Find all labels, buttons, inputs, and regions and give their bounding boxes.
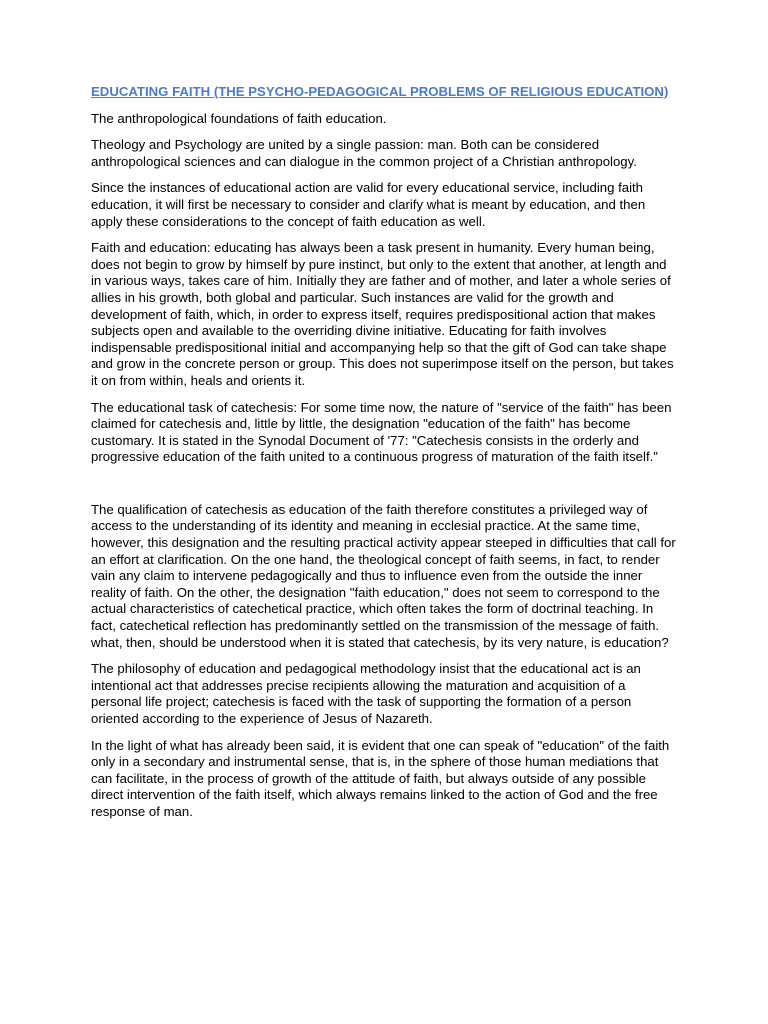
paragraph-anthropological-foundations: The anthropological foundations of faith education. — [91, 110, 387, 126]
paragraph-light-of-what-said: In the light of what has already been said, it is evident that one can speak of "education" of the faith only in a secondary and instrumental sense, that is, in the sphere of those human mediations that can facilitate, in the process of growth of the attitude of faith, but always outside of any possible direct intervention of the faith itself, which always remains linked to the action of God and the free response of man. — [91, 737, 670, 819]
blank-line — [91, 476, 679, 502]
paragraph-educational-action: Since the instances of educational action are valid for every educational service, including faith education, it will first be necessary to consider and clarify what is meant by education, and then apply these considerations to the concept of faith education as well. — [91, 180, 646, 229]
document-title-link[interactable]: EDUCATING FAITH (THE PSYCHO-PEDAGOGICAL PROBLEMS OF RELIGIOUS EDUCATION) — [91, 84, 669, 99]
document-page — [91, 84, 679, 831]
paragraph-philosophy-education: The philosophy of education and pedagogical methodology insist that the educational act is an intentional act that addresses precise recipients allowing the maturation and acquisition of a personal life project; catechesis is faced with the task of supporting the formation of a person oriented according to the experience of Jesus of Nazareth. — [91, 661, 641, 726]
paragraph-qualification-catechesis: The qualification of catechesis as education of the faith therefore constitutes a privileged way of access to the understanding of its identity and meaning in ecclesial practice. At the same time, however, this designation and the resulting practical activity appear steeped in difficulties that call for an effort at clarification. On the one hand, the theological concept of faith seems, in fact, to render vain any claim to intervene pedagogically and thus to influence even from the outside the inner reality of faith. On the other, the designation "faith education," does not seem to correspond to the actual characteristics of catechetical practice, which often takes the form of doctrinal teaching. In fact, catechetical reflection has predominantly settled on the transmission of the message of faith. what, then, should be understood when it is stated that catechesis, by its very nature, is education? — [91, 501, 676, 650]
paragraph-faith-and-education: Faith and education: educating has always been a task present in humanity. Every human being, does not begin to grow by himself by pure instinct, but only to the extent that another, at length and in various ways, takes care of him. Initially they are father and of mother, and later a whole series of allies in his growth, both global and particular. Such instances are valid for the growth and development of faith, which, in order to express itself, requires predispositional action that makes subjects open and available to the overriding divine initiative. Educating for faith involves indispensable predispositional initial and accompanying help so that the gift of God can take shape and grow in the concrete person or group. This does not superimpose itself on the person, but takes it on from within, heals and orients it. — [91, 240, 674, 388]
paragraph-educational-task-catechesis: The educational task of catechesis: For some time now, the nature of "service of the faith" has been claimed for catechesis and, little by little, the designation "education of the faith" has become customary. It is stated in the Synodal Document of '77: "Catechesis consists in the orderly and progressive education of the faith united to a continuous progress of maturation of the faith itself." — [91, 399, 672, 465]
paragraph-theology-psychology: Theology and Psychology are united by a single passion: man. Both can be considered anthropological sciences and can dialogue in the common project of a Christian anthropology. — [91, 137, 637, 169]
